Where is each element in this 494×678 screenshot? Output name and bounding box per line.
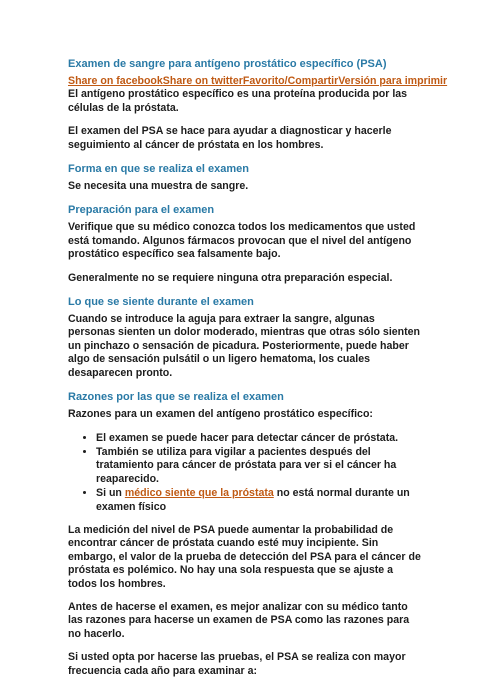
purpose-paragraph: El examen del PSA se hace para ayudar a diagnosticar y hacerle seguimiento al cáncer de próstata en los hombres. [68,125,392,151]
list-item: • También se utiliza para vigilar a pacientes después del tratamiento para cáncer de próstata para ver si el cáncer ha reaparecido. [96,446,424,486]
heading-razones: Razones por las que se realiza el examen [68,391,284,404]
siente-paragraph: Cuando se introduce la aguja para extraer la sangre, algunas personas sienten un dolor moderado, mientras que otras sólo sienten un pinchazo o sensación de picadura. Posteriormente, puede haber algo de sensación pulsátil o un ligero hematoma, los cuales desaparecen pronto. [68,313,421,379]
list-item: • El examen se puede hacer para detectar cáncer de próstata. [96,432,424,445]
preparacion-paragraph-1: Verifique que su médico conozca todos los medicamentos que usted está tomando. Algunos fármacos provocan que el nivel del antígeno prostático específico sea falsamente bajo. [68,221,416,261]
heading-siente: Lo que se siente durante el examen [68,296,254,309]
share-facebook-link[interactable]: Share on facebook [68,75,163,87]
preparacion-paragraph-2: Generalmente no se requiere ninguna otra preparación especial. [68,271,393,284]
razones-paragraph-3: Si usted opta por hacerse las pruebas, el PSA se realiza con mayor frecuencia cada año para examinar a: [68,651,406,677]
print-version-link[interactable]: Versión para imprimir [338,75,448,87]
bullet3-pre: Si un [96,487,125,500]
heading-preparacion: Preparación para el examen [68,204,215,217]
razones-paragraph-2: Antes de hacerse el examen, es mejor analizar con su médico tanto las razones para hacerse un examen de PSA como las razones para no hacerlo. [68,600,410,640]
share-twitter-link[interactable]: Share on twitter [162,75,243,87]
prostate-exam-link[interactable]: médico siente que la próstata [124,487,274,500]
heading-forma: Forma en que se realiza el examen [68,163,249,176]
share-bar [68,75,448,88]
intro-paragraph: El antígeno prostático específico es una proteína producida por las células de la próstata. [68,88,408,114]
bullet3-post: no está normal durante un examen físico [96,487,410,513]
list-item [96,487,424,514]
favorite-share-link[interactable]: Favorito/Compartir [242,75,339,87]
page-title: Examen de sangre para antígeno prostático específico (PSA) [68,58,387,70]
razones-paragraph-1: La medición del nivel de PSA puede aumentar la probabilidad de encontrar cáncer de próstata cuando esté muy incipiente. Sin embargo, el valor de la prueba de detección del PSA para el cáncer de próstata es polémico. No hay una sola respuesta que se ajuste a todos los hombres. [68,523,421,590]
razones-lead: Razones para un examen del antígeno prostático específico: [68,408,373,421]
razones-list [68,432,424,514]
forma-paragraph: Se necesita una muestra de sangre. [68,180,249,193]
